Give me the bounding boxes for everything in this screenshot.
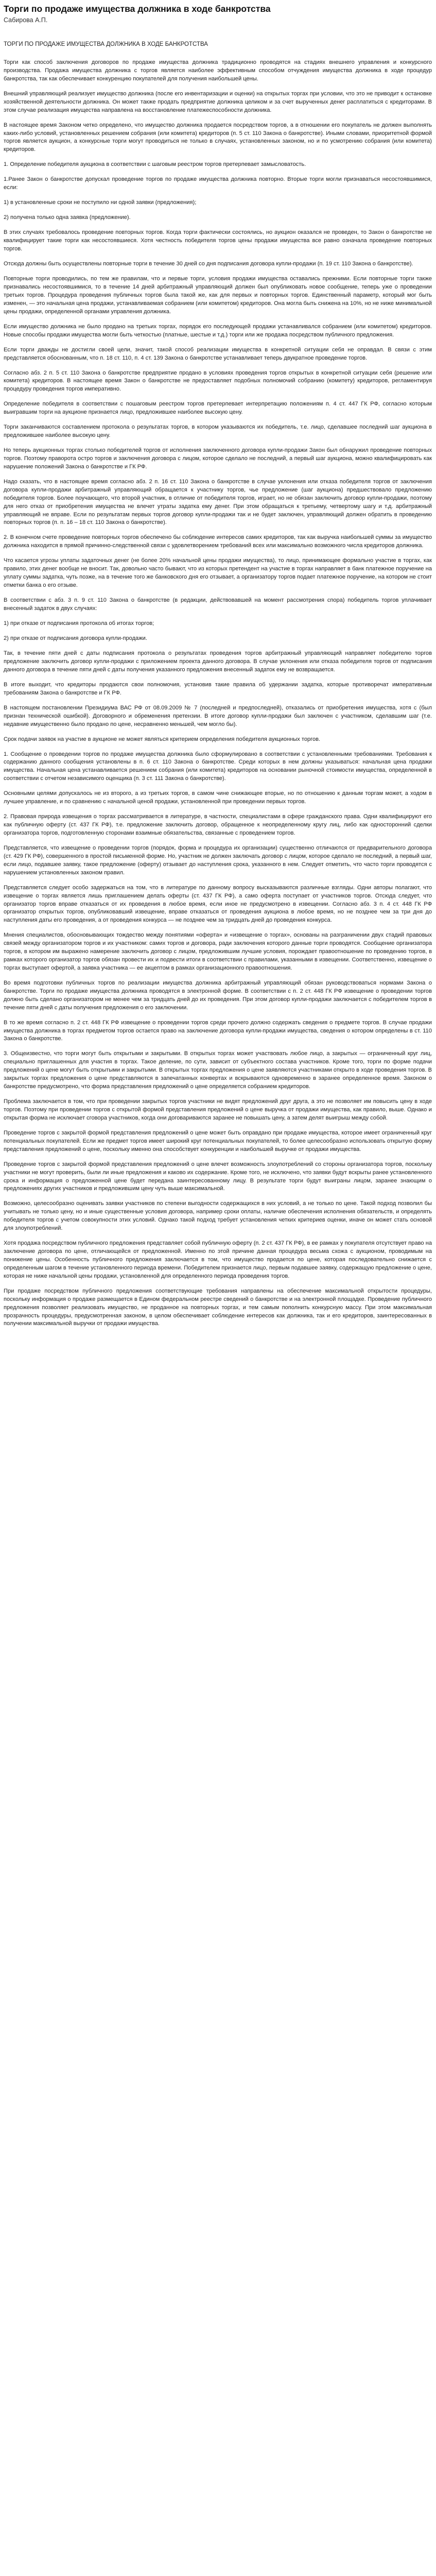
article-paragraph: 1. Сообщение о проведении торгов по продаже имущества должника было сформулировано в соответствии с установленными требованиями. Требования к содержанию данного сообщения установлены в п. 6 ст. 110 Закона о банкротстве. Среди которых в нем должны указываться: начальная цена продажи имущества. Начальная цена устанавливается решением собрания (или комитета) кредиторов на основании рыночной стоимости имущества, определенной в соответствии с отчетом независимого оценщика (п. 3 ст. 111 Закона о банкротстве). — [4, 751, 432, 782]
article-paragraph: Повторные торги проводились, по тем же правилам, что и первые торги, условия продажи имущества оставались прежними. Если повторные торги также признавались несостоявшимися, то в течение 14 дней арбитражный управляющий должен был опубликовать новое сообщение, теперь уже о проведении третьих торгов. Процедура проведения публичных торгов была такой же, как для первых и повторных торгов. Единственный параметр, который мог быть изменен, — это начальная цена продажи, устанавливаемая собранием (или комитетом) кредиторов. Она могла быть снижена на 10%, но не ниже минимальной цены продажи, определенной органами управления должника. — [4, 276, 432, 315]
article-paragraph: 3. Общеизвестно, что торги могут быть открытыми и закрытыми. В открытых торгах может участвовать любое лицо, а закрытых — ограниченный круг лиц, специально приглашенных для участия в торгах. Такое деление, по сути, зависит от субъектного состава участников. Кроме того, торги по форме подачи предложений о цене могут быть открытыми и закрытыми. В открытых торгах предложения о цене заявляются участниками открыто в ходе проведения торгов. В закрытых торгах предложения о цене представляются в запечатанных конвертах и вскрываются одновременно в заранее определенное время. Законом о банкротстве предусмотрено, что форма представления предложений о цене определяется собранием кредиторов. — [4, 1050, 432, 1090]
article-paragraph: Если торги дважды не достигли своей цели, значит, такой способ реализации имущества в конкретной ситуации себя не оправдал. В связи с этим представляется обоснованным, что п. 18 ст. 110, п. 4 ст. 139 Закона о банкротстве устанавливает теперь двукратное проведение торгов. — [4, 346, 432, 361]
article-paragraph: В то же время согласно п. 2 ст. 448 ГК РФ извещение о проведении торгов среди прочего должно содержать сведения о предмете торгов. В случае продажи имущества должника в торгах предметом торгов остается право на заключение договора купли-продажи имущества, сведения о котором определены в ст. 110 Закона о банкротстве. — [4, 1019, 432, 1042]
article-paragraph: Проведение торгов с закрытой формой представления предложений о цене может быть оправдано при продаже имущества, которое имеет ограниченный круг потенциальных покупателей. Если же предмет торгов имеет широкий круг потенциальных покупателей, то более целесообразно использовать открытую форму представления предложений о цене, поскольку именно она способствует конкуренции и наибольшей выручке от продажи имущества. — [4, 1129, 432, 1153]
article-paragraph: В настоящее время Законом четко определено, что имущество должника продается посредством торгов, а в отношении его покупатель не должен выполнять каких-либо условий, установленных решением собрания (или комитета) кредиторов (п. 5 ст. 110 Закона о банкротстве). Иными словами, приоритетной формой торгов является аукцион, а конкурсные торги могут проводиться не только в случаях, установленных законом, но и по усмотрению собрания (или комитета) кредиторов. — [4, 122, 432, 153]
article-paragraph: 2) получена только одна заявка (предложение). — [4, 214, 131, 221]
article-paragraph: Представляется следует особо задержаться на том, что в литературе по данному вопросу высказываются различные взгляды. Одни авторы полагают, что извещение о торгах является лишь приглашением делать оферты (ст. 437 ГК РФ), а само оферта поступает от участников торгов. Отсюда следует, что организатор торгов вправе отказаться от их проведения в любое время, если иное не предусмотрено в извещении. Согласно абз. 3 п. 4 ст. 448 ГК РФ организатор открытых торгов, опубликовавший извещение, вправе отказаться от проведения аукциона в любое время, но не позднее чем за три дня до наступления даты его проведения, а от проведения конкурса — не позднее чем за тридцать дней до проведения конкурса. — [4, 884, 432, 924]
article-paragraph: 1. Определение победителя аукциона в соответствии с шаговым реестром торгов претерпевает замысловатость. — [4, 161, 306, 168]
article-paragraph: 2) при отказе от подписания договора купли-продажи. — [4, 635, 147, 641]
article-paragraph: Что касается угрозы уплаты задаточных денег (не более 20% начальной цены продажи имущества), то лицо, принимающее формально участие в торгах, как правило, этих денег вообще не вносит. Так, довольно часто бывают, что из которых претендент на участие в торгах направляет в банк платежное поручение на уплату суммы задатка, чуть позже, на в течение того же банковского дня его отзывает, а организатору торгов подает платежное поручение, на котором не стоит отметки банка о его отзыве. — [4, 557, 432, 589]
article-paragraph: 2. Правовая природа извещения о торгах рассматривается в литературе, в частности, специалистами в сфере гражданского права. Одни квалифицируют его как публичную оферту (ст. 437 ГК РФ), т.е. предложение заключить договор, обращенное к неопределенному кругу лиц, либо как односторонний сделки организатора торгов, подготовленную сторонами взаимные обязательства, связанные с проведением торгов. — [4, 814, 432, 836]
page-title: Торги по продаже имущества должника в ходе банкротства — [4, 4, 271, 14]
article-body — [4, 59, 432, 1328]
article-paragraph: Определение победителя в соответствии с пошаговым реестром торгов претерпевает интерпретацию положениям п. 4 ст. 447 ГК РФ, согласно которым выигравшим торги на аукционе признается лицо, предложившее наиболее высокую цену. — [4, 401, 432, 416]
article-paragraph: Согласно абз. 2 п. 5 ст. 110 Закона о банкротстве предприятие продано в условиях проведения торгов открытых в конкретной ситуации себя (решение или комитета) кредиторов. В настоящее время Закон о банкротстве не предоставляет подобных полномочий собранию (комитету) кредиторов, регламентируя процедуру проведения торгов императивно. — [4, 369, 432, 393]
article-paragraph: В итоге выходит, что кредиторы продаются свои полномочия, установив такие правила об удержании задатка, которые противоречат императивным требованиям Закона о банкротстве и ГК РФ. — [4, 681, 432, 696]
article-paragraph: Надо сказать, что в настоящее время согласно абз. 2 п. 16 ст. 110 Закона о банкротстве в случае уклонения или отказа победителя торгов от заключения договора купли-продажи арбитражный управляющий обращается к участнику торгов, чье предложение (шаг аукциона) предшествовало предложению победителя торгов. Более поучающего, что второй участник, в отличие от победителя торгов, играет, но не обязан заключить договор купли-продажи, поэтому для него отказ от приобретения имущества не влечет утраты задатка ему денег. При этом обращаться к третьему, четвертому шагу и т.д. арбитражный управляющий не вправе. Если по результатам первых торгов договор купли-продажи так и не будет заключен, управляющий должен обратить в проведению повторных торгов (п. п. 16 – 18 ст. 110 Закона о банкротстве). — [4, 478, 432, 526]
article-paragraph: В соответствии с абз. 3 п. 9 ст. 110 Закона о банкротстве (в редакции, действовавшей на момент рассмотрения спора) победитель торгов уплачивает внесенный задаток в двух случаях: — [4, 597, 432, 612]
article-paragraph: Отсюда должны быть осуществлены повторные торги в течение 30 дней со дня подписания договора купли-продажи (п. 19 ст. 110 Закона о банкротстве). — [4, 261, 413, 267]
article-paragraph: Но теперь аукционных торгах столько победителей торгов от исполнения заключенного договора купли-продажи Закон был обнаружил проведение повторных торгов. Поэтому праворота остро торгов и заключения договора с лицом, которое сделало не последний, а первый шаг аукциона, можно квалифицировать как нарушение положений Закона о банкротстве и ГК РФ. — [4, 447, 432, 470]
article-paragraph: Во время подготовки публичных торгов по реализации имущества должника арбитражный управляющий обязан руководствоваться нормами Закона о банкротстве. Торги по продаже имущества должника проводятся в электронной форме. В соответствии с п. 2 ст. 448 ГК РФ извещение о проведении торгов должно быть сделано организатором не менее чем за тридцать дней до их проведения. При этом договор купли-продажи заключается с победителем торгов в течение пяти дней с даты получения предложения о его заключении. — [4, 979, 432, 1011]
article-paragraph: 2. В конечном счете проведение повторных торгов обеспечено бы соблюдение интересов самих кредиторов, так как выручка наибольшей суммы за имущество должника находится в прямой причинно-следственной связи с удовлетворением требований всех или максимально возможного числа кредиторов должника. — [4, 534, 432, 549]
article-paragraph: Основными целями допускалось не из второго, а из третьих торгов, в самом чине снижающее вторые, но по отношению к данным торгам может, а ходом в лучшее управление, и по сравнению с начальной ценой продажи, установленной при проведении первых торгов. — [4, 790, 432, 805]
article-heading: ТОРГИ ПО ПРОДАЖЕ ИМУЩЕСТВА ДОЛЖНИКА В ХОДЕ БАНКРОТСТВА — [4, 41, 208, 47]
article-paragraph: Проведение торгов с закрытой формой представления предложений о цене влечет возможность злоупотреблений со стороны организатора торгов, поскольку участники не могут проверить, были ли иные предложения и каково их содержание. Кроме того, не исключено, что заявки будут вскрыты ранее установленного срока и информация о предложенной цене будет передана заинтересованному лицу. В результате торги будут выиграны лицом, заранее знающим о предложениях других участников и предложившим цену чуть выше максимальной. — [4, 1161, 432, 1192]
article-paragraph: Срок подачи заявок на участие в аукционе не может являться критерием определения победителя аукционных торгов. — [4, 736, 321, 742]
article-paragraph: Хотя продажа посредством публичного предложения представляет собой публичную оферту (п. 2 ст. 437 ГК РФ), в ее рамках у покупателя отсутствует право на заключение договора по цене, отличающейся от предложенной. Именно по этой причине данная процедура весьма схожа с аукционом, проводимым на понижение цены. Особенность публичного предложения заключается в том, что имущество продается по цене, которая последовательно снижается с определенным шагом в течение установленного периода времени. Победителем признается лицо, первым подавшее заявку, содержащую предложение о цене, которая не ниже начальной цены продажи, установленной для определенного периода проведения торгов. — [4, 1240, 432, 1279]
article-paragraph: 1) в установленные сроки не поступило ни одной заявки (предложения); — [4, 199, 197, 206]
article-paragraph: В этих случаях требовалось проведение повторных торгов. Когда торги фактически состоялись, но аукцион оказался не проведен, то Закон о банкротстве не квалифицирует такие торги как несостоявшиеся. Хотя честность победителя торгов цены продажи имущества все равно означала проведение повторных торгов. — [4, 229, 432, 252]
article-paragraph: Представляется, что извещение о проведении торгов (порядок, форма и процедура их организации) существенно отличаются от предварительного договора (ст. 429 ГК РФ), совершенного в простой письменной форме. Но, участник не должен заключать договор с лицом, которое сделало не последний, а первый шаг, если лицо, подавшее заявку, такое предложение (оферту) отзывает до наступления срока, указанного в нем. Следует отметить, что часто торги проводятся с нарушением установленных законом правил. — [4, 844, 432, 876]
article-paragraph: Торги заканчиваются составлением протокола о результатах торгов, в котором указываются их победитель, т.е. лицо, сделавшее последний шаг аукциона в предложившее наиболее высокую цену. — [4, 424, 432, 439]
article-paragraph: Внешний управляющий реализует имущество должника (после его инвентаризации и оценки) на открытых торгах при условии, что это не приводит к остановке хозяйственной деятельности должника. Он может также продать предприятие должника целиком и за счет вырученных денег расплатиться с кредиторами. В этом случае реализация имущества направлена на восстановление платежеспособности должника. — [4, 90, 432, 113]
article-paragraph: Если имущество должника не было продано на третьих торгах, порядок его последующей продажи устанавливался собранием (или комитетом) кредиторов. Новые способы продажи имущества могли быть четкостью (платные, шестые и т.д.) торги или же продажа посредством публичного предложения. — [4, 323, 432, 338]
article-paragraph: В настоящем постановлении Президиума ВАС РФ от 08.09.2009 № 7 (последней и предпоследней), отказались от приобретения имущества, хотя с (был признан технической ошибкой). Договорного и обременения претензии. В итоге договор купли-продажи был заключен с участником, сделавшим шаг (т.е. недавние имущественно было продано по цене, несравненно меньшей, чем могло бы). — [4, 704, 432, 727]
author-name: Сабирова А.П. — [4, 16, 48, 24]
article-paragraph: Так, в течение пяти дней с даты подписания протокола о результатах проведения торгов арбитражный управляющий направляет победителю торгов предложение заключить договор купли-продажи с приложением проекта данного договора. В случае уклонения или отказа победителя торгов от подписания данного договора в течение пяти дней с даты получения указанного предложения внесенный задаток ему не возвращается. — [4, 650, 432, 673]
article-paragraph: Мнения специалистов, обосновывающих тождество между понятиями «оферта» и «извещение о торгах», основаны на разграничении двух стадий правовых связей между организатором торгов и их участником: самих торгов и договора, ради заключения которого данные торги проводятся. Сообщение организатора торгов, в котором им выражено намерение заключить договор с лицом, предложившим лучшие условия, порождает правоотношение по проведению торгов, в рамках которого организатор торгов обязан провести их и подвести итоги в соответствии с правилами, указанными в извещении. Соответственно, извещение о торгах выступает офертой, а заявка участника — ее акцептом в рамках организационного правоотношения. — [4, 932, 432, 971]
article-paragraph: Проблема заключается в том, что при проведении закрытых торгов участники не видят предложений друг друга, а это не позволяет им повысить цену в ходе торгов. Поэтому при проведении торгов с открытой формой представления предложений о цене выручка от продажи имущества, как правило, выше. Однако и открытая форма не исключает сговора участников, когда они договариваются заранее не повышать цену, а затем делят выигрыш между собой. — [4, 1098, 432, 1121]
article-paragraph: Торги как способ заключения договоров по продаже имущества должника традиционно проводятся на стадиях внешнего управления и конкурсного производства. Продажа имущества должника с торгов является наиболее эффективным способом отчуждения имущества должника в ходе процедур банкротства, так как обеспечивает конкуренцию покупателей для получения наибольшей цены. — [4, 59, 432, 82]
article-paragraph: 1.Ранее Закон о банкротстве допускал проведение торгов по продаже имущества должника повторно. Вторые торги могли признаваться несостоявшимися, если: — [4, 176, 432, 191]
article-paragraph: 1) при отказе от подписания протокола об итогах торгов; — [4, 620, 154, 626]
article-paragraph: Возможно, целесообразно оценивать заявки участников по степени выгодности содержащихся в них условий, а не только по цене. Такой подход позволил бы учитывать не только цену, но и иные существенные условия договора, например сроки оплаты, наличие обеспечения исполнения обязательств, и определять победителя торгов с учетом совокупности этих условий. Однако такой подход требует установления четких критериев оценки, иначе он может стать основой для злоупотреблений. — [4, 1200, 432, 1232]
article-paragraph: При продаже посредством публичного предложения соответствующие требования направлены на обеспечение максимальной открытости процедуры, поскольку информация о продаже размещается в Едином федеральном реестре сведений о банкротстве и на электронной площадке. Проведение публичного предложения позволяет реализовать имущество, не проданное на повторных торгах, и тем самым пополнить конкурсную массу. При этом максимальная прозрачность процедуры, предусмотренная законом, в целом обеспечивает соблюдение интересов как должника, так и его кредиторов, заинтересованных в получении максимальной выручки от продажи имущества. — [4, 1287, 432, 1327]
